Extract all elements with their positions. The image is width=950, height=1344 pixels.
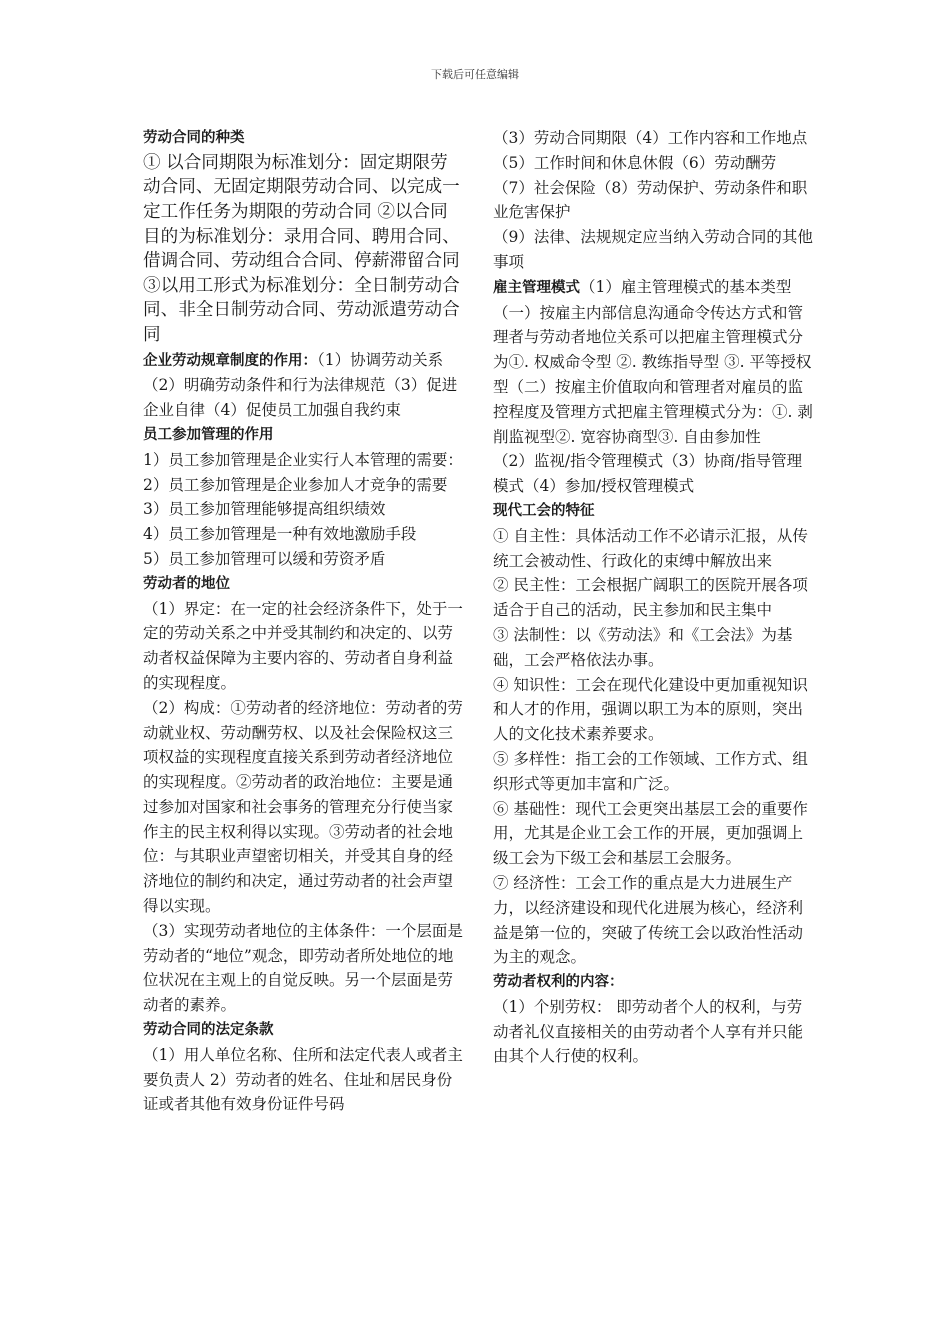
paragraph-text: （1）协调劳动关系（2）明确劳动条件和行为法律规范（3）促进企业自律（4）促使员工加强自我约束 [143, 350, 458, 420]
section-heading: 员工参加管理的作用 [143, 426, 274, 443]
paragraph: （3）实现劳动者地位的主体条件：一个层面是劳动者的“地位”观念，即劳动者所处地位的地位状况在主观上的自觉反映。另一个层面是劳动者的素养。 [143, 921, 463, 1015]
paragraph: （7）社会保险（8）劳动保护、劳动条件和职业危害保护 [493, 178, 808, 222]
paragraph: 5）员工参加管理可以缓和劳资矛盾 [143, 549, 386, 568]
section-heading: 劳动合同的法定条款 [143, 1022, 274, 1039]
paragraph: ③ 法制性：以《劳动法》和《工会法》为基础，工会严格依法办事。 [493, 625, 793, 669]
section-heading: 劳动者的地位 [143, 575, 230, 592]
paragraph: ① 以合同期限为标准划分：固定期限劳动合同、无固定期限劳动合同、以完成一定工作任务为期限的劳动合同 ②以合同目的为标准划分：录用合同、聘用合同、借调合同、劳动组合合同、停薪滞留合同 ③以用工形式为标准划分：全日制劳动合同、非全日制劳动合同、劳动派遣劳动合同 [143, 152, 460, 345]
paragraph: ④ 知识性：工会在现代化建设中更加重视知识和人才的作用，强调以职工为本的原则，突出人的文化技术素养要求。 [493, 675, 808, 744]
section-heading: 雇主管理模式 [493, 279, 580, 296]
paragraph: ① 自主性：具体活动工作不必请示汇报，从传统工会被动性、行政化的束缚中解放出来 [493, 526, 808, 570]
paragraph: （一）按雇主内部信息沟通命令传达方式和管理者与劳动者地位关系可以把雇主管理模式分为①. 权威命令型 ②. 教练指导型 ③. 平等授权型（二）按雇主价值取向和管理者对雇员的监控程度及管理方式把雇主管理模式分为：①. 剥削监视型②. 宽容协商型③. 自由参加性 [493, 303, 813, 446]
paragraph-text: （1）雇主管理模式的基本类型 [580, 277, 792, 296]
paragraph: ⑤ 多样性：指工会的工作领域、工作方式、组织形式等更加丰富和广泛。 [493, 749, 808, 793]
paragraph: （3）劳动合同期限（4）工作内容和工作地点（5）工作时间和休息休假（6）劳动酬劳 [493, 129, 808, 172]
paragraph: 4）员工参加管理是一种有效地激励手段 [143, 525, 417, 544]
paragraph: （1）用人单位名称、住所和法定代表人或者主要负责人 2）劳动者的姓名、住址和居民身份证或者其他有效身份证件号码 [143, 1045, 463, 1114]
paragraph: （2）监视/指令管理模式（3）协商/指导管理模式（4）参加/授权管理模式 [493, 452, 803, 496]
paragraph: （1）个别劳权： 即劳动者个人的权利，与劳动者礼仪直接相关的由劳动者个人享有并只能由其个人行使的权利。 [493, 997, 804, 1066]
paragraph: （1）界定：在一定的社会经济条件下，处于一定的劳动关系之中并受其制约和决定的、以劳动者权益保障为主要内容的、劳动者自身利益的实现程度。 [143, 599, 463, 692]
section-heading: 劳动合同的种类 [143, 130, 245, 146]
section-heading: 现代工会的特征 [493, 502, 595, 519]
page-header: 下载后可任意编辑 [431, 68, 519, 81]
paragraph: ⑦ 经济性：工会工作的重点是大力进展生产力，以经济建设和现代化进展为核心，经济利益是第一位的，突破了传统工会以政治性活动为主的观念。 [493, 873, 804, 967]
paragraph: ⑥ 基础性：现代工会更突出基层工会的重要作用，尤其是企业工会工作的开展，更加强调上级工会为下级工会和基层工会服务。 [493, 799, 808, 868]
paragraph: （2）构成：①劳动者的经济地位：劳动者的劳动就业权、劳动酬劳权、以及社会保险权这三项权益的实现程度直接关系到劳动者经济地位的实现程度。②劳动者的政治地位：主要是通过参加对国家和社会事务的管理充分行使当家作主的民主权利得以实现。③劳动者的社会地位：与其职业声望密切相关，并受其自身的经济地位的制约和决定，通过劳动者的社会声望得以实现。 [143, 698, 463, 916]
right-column [493, 126, 815, 1069]
paragraph-with-heading [143, 348, 465, 423]
paragraph: 1）员工参加管理是企业实行人本管理的需要：2）员工参加管理是企业参加人才竞争的需要 3）员工参加管理能够提高组织绩效 [143, 450, 463, 519]
section-heading: 劳动者权利的内容： [493, 974, 624, 991]
paragraph: （9）法律、法规规定应当纳入劳动合同的其他事项 [493, 228, 813, 271]
paragraph: ② 民主性：工会根据广阔职工的医院开展各项适合于自己的活动，民主参加和民主集中 [493, 576, 808, 620]
section-heading: 企业劳动规章制度的作用： [143, 352, 317, 369]
paragraph-with-heading [493, 275, 815, 301]
left-column [143, 126, 465, 1117]
